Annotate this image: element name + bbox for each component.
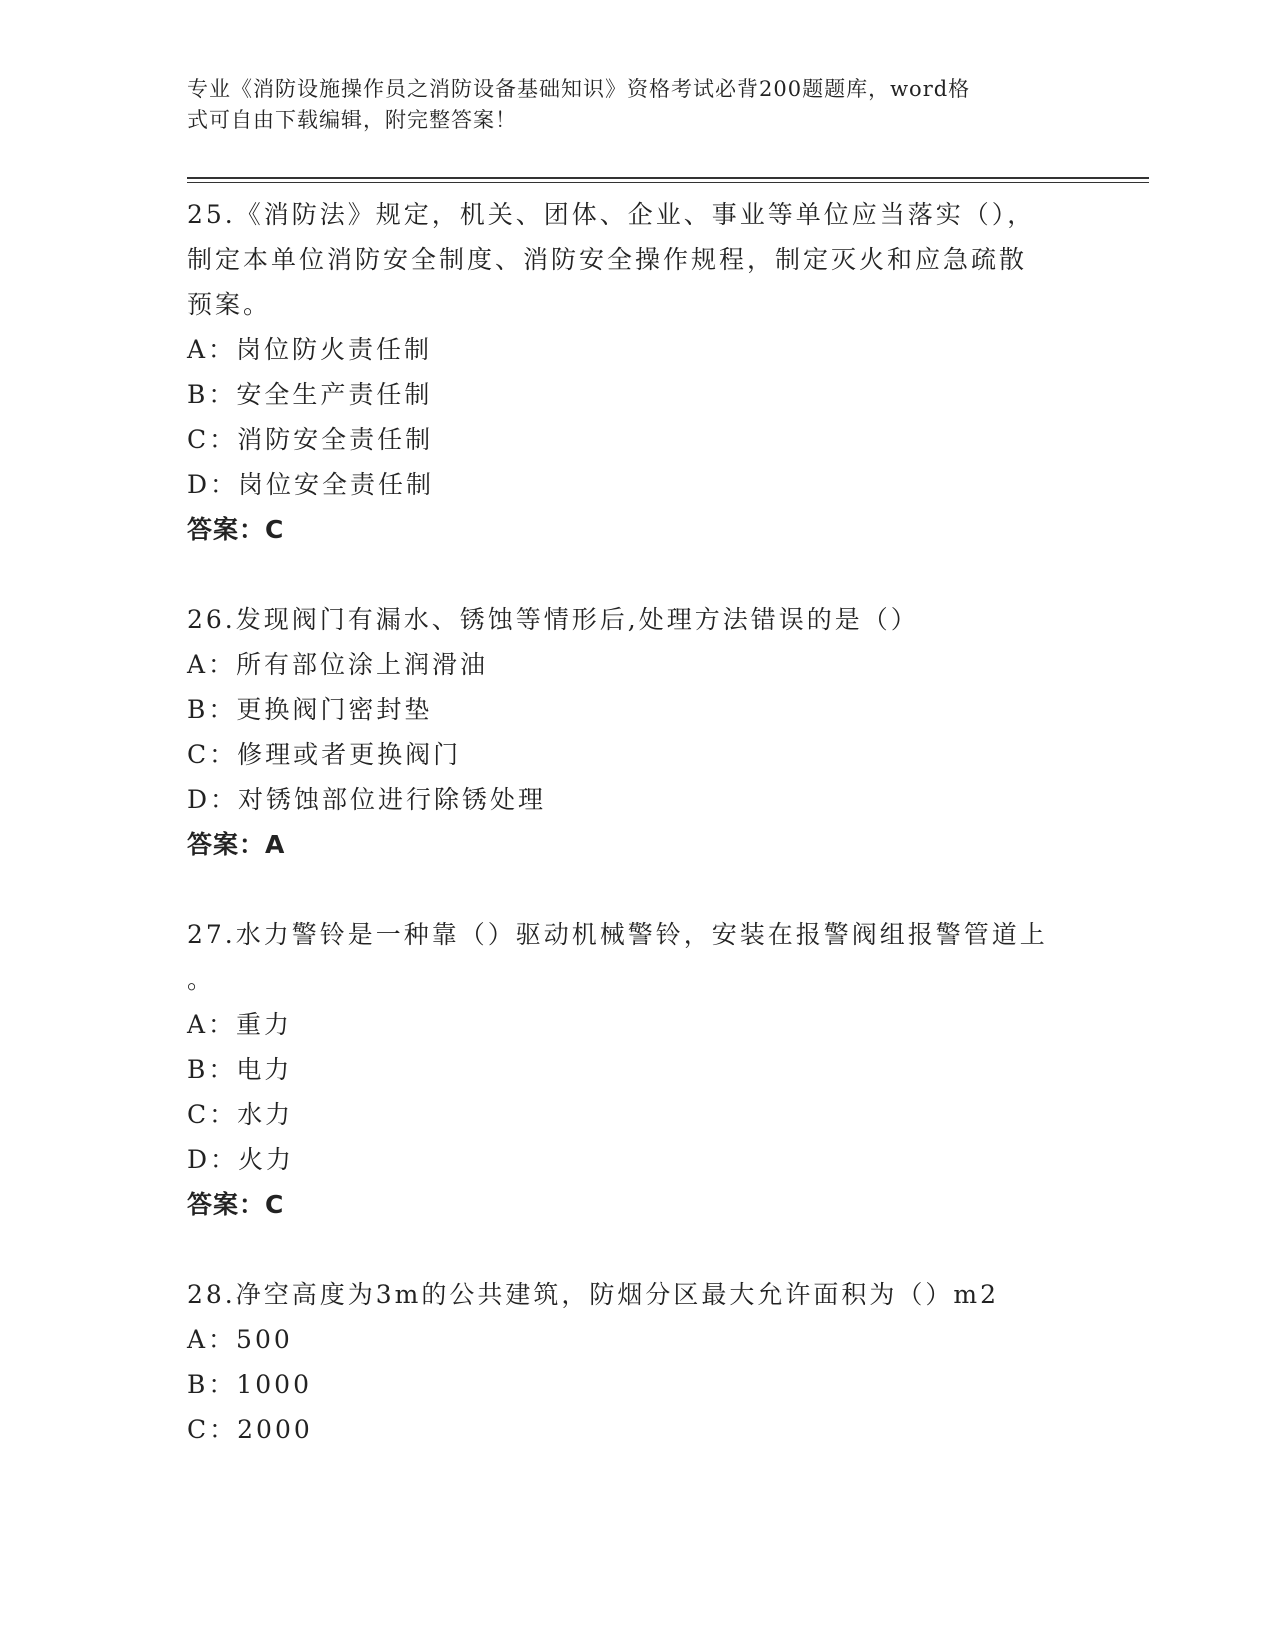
option-d: D：对锈蚀部位进行除锈处理 [187, 785, 547, 814]
option-b: B：安全生产责任制 [187, 380, 433, 409]
question-27 [187, 912, 1087, 1227]
option-a: A：所有部位涂上润滑油 [187, 650, 489, 679]
option-a: A：500 [187, 1325, 293, 1354]
option-b: B：1000 [187, 1370, 312, 1399]
option-a: A：重力 [187, 1010, 293, 1039]
question-stem-line: 26.发现阀门有漏水、锈蚀等情形后,处理方法错误的是（） [187, 605, 919, 634]
question-spacer [187, 867, 1087, 912]
question-25 [187, 192, 1087, 552]
answer-line: 答案：A [187, 830, 286, 859]
question-26 [187, 597, 1087, 867]
header-divider-thick [187, 177, 1149, 179]
question-stem-line: 。 [187, 965, 216, 994]
option-b: B：更换阀门密封垫 [187, 695, 433, 724]
answer-line: 答案：C [187, 1190, 285, 1219]
document-header [187, 74, 1067, 136]
option-c: C：消防安全责任制 [187, 425, 434, 454]
option-c: C：水力 [187, 1100, 294, 1129]
answer-line: 答案：C [187, 515, 285, 544]
question-stem-line: 预案。 [187, 290, 272, 319]
option-c: C：修理或者更换阀门 [187, 740, 462, 769]
question-stem-line: 27.水力警铃是一种靠（）驱动机械警铃，安装在报警阀组报警管道上 [187, 920, 1048, 949]
header-line-1: 专业《消防设施操作员之消防设备基础知识》资格考试必背200题题库，word格 [187, 77, 971, 101]
question-spacer [187, 552, 1087, 597]
option-c: C：2000 [187, 1415, 313, 1444]
option-d: D：火力 [187, 1145, 295, 1174]
option-b: B：电力 [187, 1055, 293, 1084]
question-stem-line: 25.《消防法》规定，机关、团体、企业、事业等单位应当落实（）， [187, 200, 1036, 229]
question-28 [187, 1272, 1087, 1452]
question-stem-line: 制定本单位消防安全制度、消防安全操作规程，制定灭火和应急疏散 [187, 245, 1028, 274]
option-a: A：岗位防火责任制 [187, 335, 433, 364]
option-d: D：岗位安全责任制 [187, 470, 435, 499]
header-divider-thin [187, 182, 1149, 183]
question-list [187, 192, 1087, 1452]
question-spacer [187, 1227, 1087, 1272]
question-stem-line: 28.净空高度为3m的公共建筑，防烟分区最大允许面积为（）m2 [187, 1280, 999, 1309]
header-line-2: 式可自由下载编辑，附完整答案！ [187, 108, 517, 132]
